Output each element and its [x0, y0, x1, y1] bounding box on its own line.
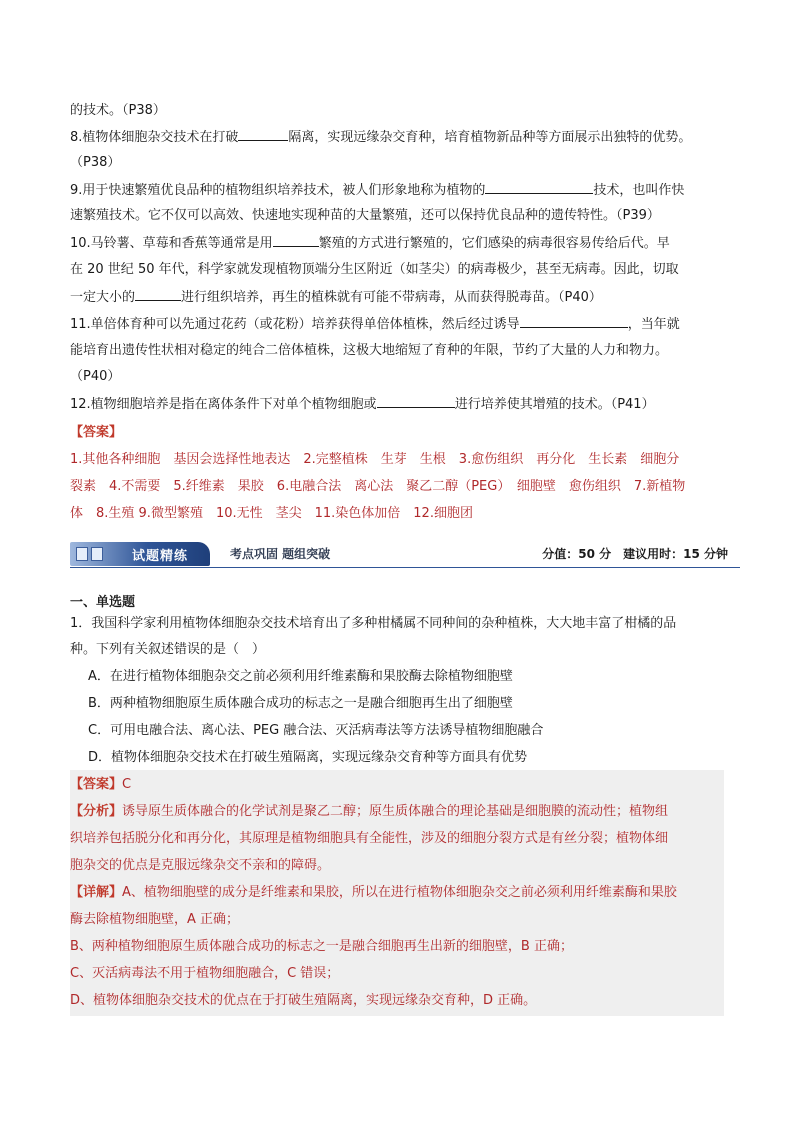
fill-blank [485, 180, 593, 194]
text-line: （P38） [70, 155, 121, 170]
section-banner [70, 542, 740, 570]
answer-label: 【答案】 [70, 425, 123, 440]
fill-blank [238, 127, 288, 141]
option-a: A．在进行植物体细胞杂交之前必须利用纤维素酶和果胶酶去除植物细胞壁 [88, 669, 513, 684]
answer-line: 体 8.生殖 9.微型繁殖 10.无性 茎尖 11.染色体加倍 12.细胞团 [70, 506, 473, 521]
solution-answer [70, 775, 131, 795]
detail-line: D、植物体细胞杂交技术的优点在于打破生殖隔离，实现远缘杂交育种，D 正确。 [70, 993, 537, 1008]
option-b: B．两种植物细胞原生质体融合成功的标志之一是融合细胞再生出了细胞壁 [88, 696, 513, 711]
text-segment: 9.用于快速繁殖优良品种的植物组织培养技术，被人们形象地称为植物的 [70, 183, 486, 198]
fill-blank [135, 287, 181, 301]
book-icon [76, 547, 106, 561]
banner-bar [70, 542, 210, 566]
answer-line: 1.其他各种细胞 基因会选择性地表达 2.完整植株 生芽 生根 3.愈伤组织 再分化 生长素 细胞分 [70, 452, 680, 467]
question-9-line [70, 180, 684, 201]
option-d: D．植物体细胞杂交技术在打破生殖隔离，实现远缘杂交育种等方面具有优势 [88, 750, 528, 765]
detail-label: 【详解】 [70, 885, 123, 900]
text-segment: 10.马铃薯、草莓和香蕉等通常是用 [70, 236, 273, 251]
banner-title: 试题精练 [132, 549, 189, 564]
text-line: 速繁殖技术。它不仅可以高效、快速地实现种苗的大量繁殖，还可以保持优良品种的遗传特性。（P39） [70, 208, 660, 223]
analysis-text: 诱导原生质体融合的化学试剂是聚乙二醇；原生质体融合的理论基础是细胞膜的流动性；植物组 [122, 804, 669, 819]
text-segment: 8.植物体细胞杂交技术在打破 [70, 130, 239, 145]
detail-line: B、两种植物细胞原生质体融合成功的标志之一是融合细胞再生出新的细胞壁，B 正确； [70, 939, 573, 954]
text-segment: 繁殖的方式进行繁殖的，它们感染的病毒很容易传给后代。早 [318, 236, 670, 251]
text-segment: 技术，也叫作快 [593, 183, 685, 198]
detail-line: 酶去除植物细胞壁，A 正确； [70, 912, 240, 927]
section-heading: 一、单选题 [70, 595, 136, 610]
answer-label: 【答案】 [70, 777, 123, 792]
text-segment: 进行培养使其增殖的技术。（P41） [454, 397, 655, 412]
fill-blank [377, 394, 455, 408]
banner-subtitle: 考点巩固 题组突破 [230, 547, 331, 561]
fill-blank [520, 314, 628, 328]
question-11-line [70, 314, 680, 335]
score-info: 分值：50 分 建议用时：15 分钟 [542, 547, 728, 561]
answer-line: 裂素 4.不需要 5.纤维素 果胶 6.电融合法 离心法 聚乙二醇（PEG） 细胞壁 愈伤组织 7.新植物 [70, 479, 686, 494]
text-segment: 12.植物细胞培养是指在离体条件下对单个植物细胞或 [70, 397, 377, 412]
text-line: 能培育出遗传性状相对稳定的纯合二倍体植株，这极大地缩短了育种的年限，节约了大量的人力和物力。 [70, 343, 669, 358]
text-line: （P40） [70, 369, 121, 384]
text-line: 在 20 世纪 50 年代，科学家就发现植物顶端分生区附近（如茎尖）的病毒极少，甚至无病毒。因此，切取 [70, 262, 679, 277]
text-line: 的技术。（P38） [70, 103, 166, 118]
detail-line [70, 883, 677, 903]
analysis-line: 织培养包括脱分化和再分化，其原理是植物细胞具有全能性，涉及的细胞分裂方式是有丝分裂；植物体细 [70, 831, 669, 846]
text-line [70, 287, 602, 308]
text-segment: ，当年就 [627, 317, 680, 332]
option-c: C．可用电融合法、离心法、PEG 融合法、灭活病毒法等方法诱导植物细胞融合 [88, 723, 544, 738]
answer-value: C [122, 777, 132, 792]
question-10-line [70, 233, 670, 254]
detail-line: C、灭活病毒法不用于植物细胞融合，C 错误； [70, 966, 340, 981]
text-segment: 11.单倍体育种可以先通过花药（或花粉）培养获得单倍体植株，然后经过诱导 [70, 317, 520, 332]
question-stem: 1．我国科学家利用植物体细胞杂交技术培育出了多种柑橘属不同种间的杂种植株，大大地丰富了柑橘的品 [70, 616, 677, 631]
text-segment: 进行组织培养，再生的植株就有可能不带病毒，从而获得脱毒苗。（P40） [181, 290, 602, 305]
question-stem: 种。下列有关叙述错误的是（ ） [70, 642, 266, 657]
text-segment: 一定大小的 [70, 290, 136, 305]
analysis-line [70, 802, 668, 822]
question-12-line [70, 394, 655, 415]
fill-blank [273, 233, 319, 247]
analysis-line: 胞杂交的优点是克服远缘杂交不亲和的障碍。 [70, 858, 331, 873]
question-8-line [70, 127, 691, 148]
analysis-label: 【分析】 [70, 804, 123, 819]
divider [70, 567, 740, 568]
text-segment: 隔离，实现远缘杂交育种，培育植物新品种等方面展示出独特的优势。 [288, 130, 692, 145]
detail-text: A、植物细胞壁的成分是纤维素和果胶，所以在进行植物体细胞杂交之前必须利用纤维素酶和果胶 [122, 885, 677, 900]
